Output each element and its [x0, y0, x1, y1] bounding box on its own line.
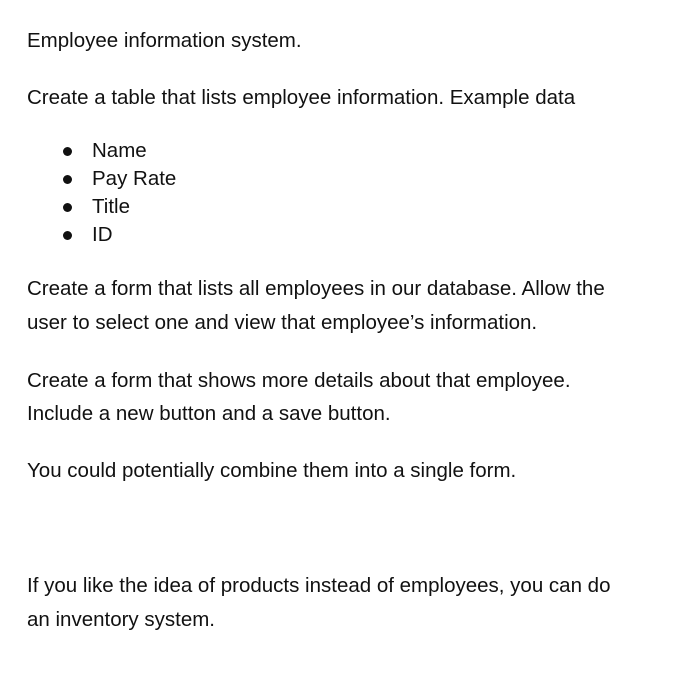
list-item [27, 195, 176, 223]
bullet-icon [63, 175, 72, 184]
list-item-label: Name [92, 139, 147, 162]
document-heading: Employee information system. [27, 29, 302, 52]
bullet-icon [63, 147, 72, 156]
detail-form-paragraph-line2: Include a new button and a save button. [27, 402, 391, 425]
field-bullet-list [27, 139, 176, 251]
bullet-icon [63, 231, 72, 240]
list-item-label: Pay Rate [92, 167, 177, 190]
inventory-paragraph-line1: If you like the idea of products instead of employees, you can do [27, 574, 611, 597]
list-form-paragraph-line1: Create a form that lists all employees in our database. Allow the [27, 277, 605, 300]
detail-form-paragraph-line1: Create a form that shows more details about that employee. [27, 369, 571, 392]
list-item-label: Title [92, 195, 130, 218]
list-item [27, 167, 176, 195]
list-item [27, 139, 176, 167]
list-form-paragraph-line2: user to select one and view that employee’s information. [27, 311, 538, 334]
intro-paragraph: Create a table that lists employee information. Example data [27, 86, 576, 109]
inventory-paragraph-line2: an inventory system. [27, 608, 215, 631]
list-item-label: ID [92, 223, 113, 246]
list-item [27, 223, 176, 251]
combine-paragraph: You could potentially combine them into a single form. [27, 459, 517, 482]
bullet-icon [63, 203, 72, 212]
